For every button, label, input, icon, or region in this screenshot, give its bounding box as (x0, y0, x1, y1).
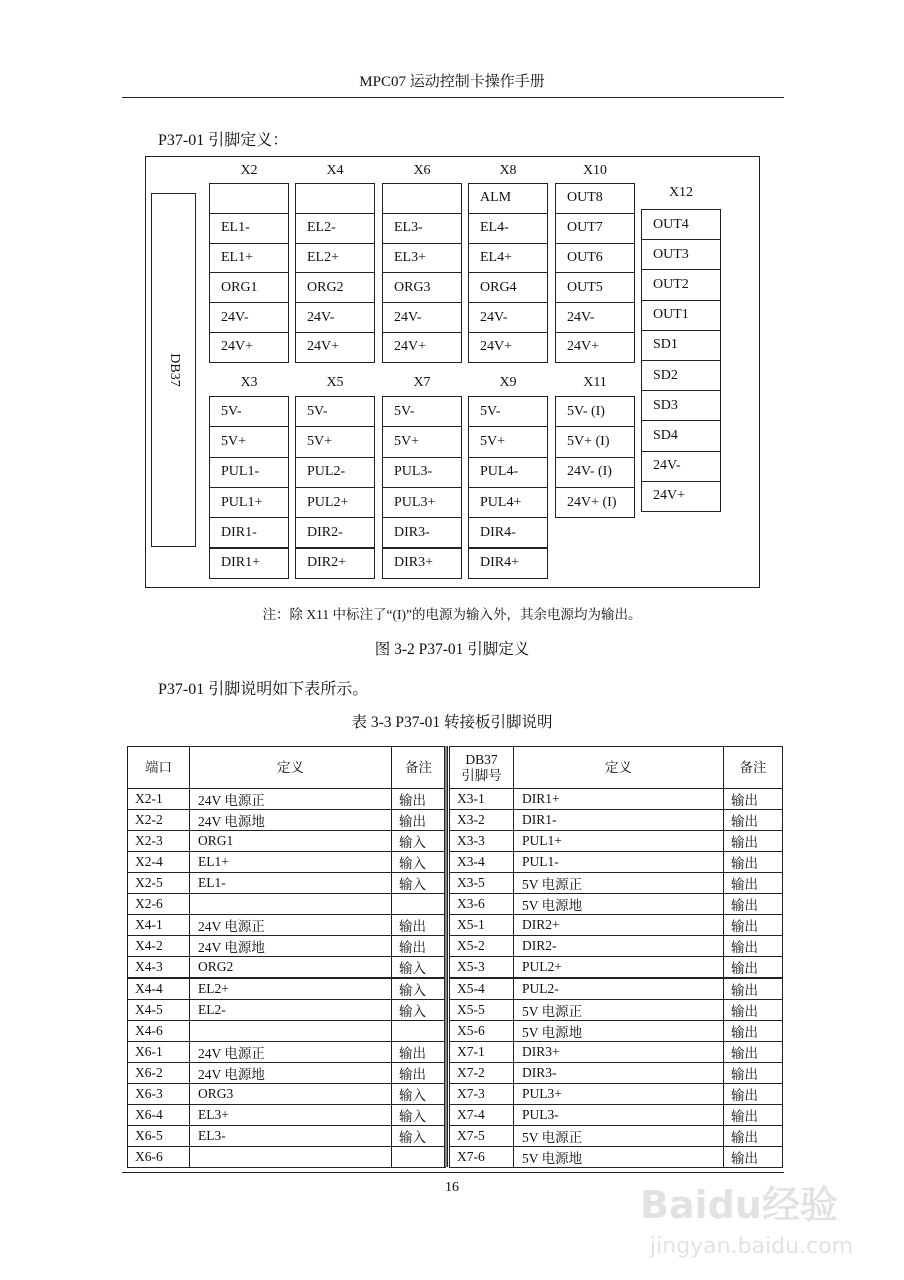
pin-cell: 24V+ (555, 332, 635, 363)
table-cell: 输出 (723, 914, 783, 936)
pin-cell: PUL2- (295, 457, 375, 488)
table-cell: EL3+ (189, 1104, 392, 1126)
pin-cell: EL4- (468, 213, 548, 244)
table-cell: 24V 电源地 (189, 935, 392, 957)
pin-cell: EL2- (295, 213, 375, 244)
table-cell: 输出 (723, 1146, 783, 1168)
table-header-cell: 端口 (127, 746, 190, 789)
pin-cell: SD3 (641, 390, 721, 421)
watermark-url: jingyan.baidu.com (650, 1234, 854, 1259)
table-header-cell: DB37 引脚号 (449, 746, 514, 789)
pin-cell: OUT4 (641, 209, 721, 240)
table-cell: PUL1- (513, 851, 724, 873)
table-cell: X3-2 (449, 809, 514, 831)
table-cell: 输出 (391, 809, 446, 831)
table-cell: 输出 (723, 1083, 783, 1105)
table-cell: DIR3- (513, 1062, 724, 1084)
pin-cell: 5V+ (I) (555, 426, 635, 457)
db37-connector (151, 193, 196, 547)
table-cell: X5-1 (449, 914, 514, 936)
pin-cell: OUT8 (555, 183, 635, 214)
pin-cell: PUL1+ (209, 487, 289, 518)
pin-cell: 5V- (295, 396, 375, 427)
table-cell: 输出 (723, 788, 783, 810)
table-cell: X2-3 (127, 830, 190, 852)
table-header-cell: 定义 (513, 746, 724, 789)
table-cell (391, 1020, 446, 1042)
section-caption: P37-01 引脚定义： (158, 132, 289, 149)
pin-cell: 24V- (468, 302, 548, 333)
table-cell: 24V 电源地 (189, 809, 392, 831)
table-cell: X4-5 (127, 999, 190, 1021)
pin-cell: EL3+ (382, 243, 462, 274)
table-cell: 输出 (723, 809, 783, 831)
table-cell: 输出 (723, 851, 783, 873)
table-cell (391, 893, 446, 915)
connector-label-x3: X3 (240, 375, 258, 390)
table-cell: 输入 (391, 978, 446, 1000)
pin-cell: 24V- (382, 302, 462, 333)
table-cell: 输出 (391, 1062, 446, 1084)
pin-cell: 24V- (295, 302, 375, 333)
table-cell: 24V 电源正 (189, 914, 392, 936)
table-cell: 输入 (391, 999, 446, 1021)
table-cell: 输出 (723, 1125, 783, 1147)
table-cell: 输出 (723, 956, 783, 978)
table-cell: X5-5 (449, 999, 514, 1021)
table-caption: 表 3-3 P37-01 转接板引脚说明 (351, 714, 553, 731)
pin-cell: OUT3 (641, 239, 721, 270)
table-cell: X5-2 (449, 935, 514, 957)
pin-cell: 24V- (641, 451, 721, 482)
pin-cell: 24V+ (295, 332, 375, 363)
table-cell: DIR3+ (513, 1041, 724, 1063)
table-cell: 输出 (723, 999, 783, 1021)
pin-cell: 24V- (555, 302, 635, 333)
table-cell (189, 1020, 392, 1042)
table-cell: 输出 (723, 830, 783, 852)
table-cell: 输入 (391, 956, 446, 978)
connector-label-x6: X6 (413, 163, 431, 178)
table-cell: PUL2- (513, 978, 724, 1000)
baidu-watermark (610, 1168, 870, 1268)
pin-cell: PUL3- (382, 457, 462, 488)
pin-cell: EL3- (382, 213, 462, 244)
table-cell: 24V 电源正 (189, 788, 392, 810)
table-cell: X4-6 (127, 1020, 190, 1042)
table-header-cell: 备注 (723, 746, 783, 789)
pin-cell: 5V+ (382, 426, 462, 457)
pin-cell: DIR4- (468, 517, 548, 548)
table-cell: EL2- (189, 999, 392, 1021)
table-cell (189, 1146, 392, 1168)
pin-cell: DIR1+ (209, 548, 289, 579)
table-cell: EL1+ (189, 851, 392, 873)
diagram-note: 注：除 X11 中标注了“(I)”的电源为输入外，其余电源均为输出。 (262, 607, 642, 622)
pin-cell: DIR2+ (295, 548, 375, 579)
table-cell: X4-4 (127, 978, 190, 1000)
table-cell: PUL2+ (513, 956, 724, 978)
db37-label: DB37 (166, 353, 182, 387)
table-cell: 输出 (723, 1062, 783, 1084)
pin-cell: ORG2 (295, 272, 375, 303)
table-cell (189, 893, 392, 915)
table-cell: 输入 (391, 1104, 446, 1126)
table-cell: 输出 (723, 893, 783, 915)
table-cell: X5-4 (449, 978, 514, 1000)
table-cell: 5V 电源正 (513, 1125, 724, 1147)
pin-cell: 24V+ (468, 332, 548, 363)
pin-cell: 5V+ (209, 426, 289, 457)
table-cell: ORG3 (189, 1083, 392, 1105)
connector-label-x11: X11 (583, 375, 607, 390)
header-title: MPC07 运动控制卡操作手册 (359, 74, 545, 90)
table-cell: 输入 (391, 872, 446, 894)
table-cell: 输出 (723, 1104, 783, 1126)
pin-cell: PUL4+ (468, 487, 548, 518)
table-cell: PUL3+ (513, 1083, 724, 1105)
pin-cell: DIR3+ (382, 548, 462, 579)
table-cell: PUL3- (513, 1104, 724, 1126)
pin-cell: 24V- (209, 302, 289, 333)
table-cell: 输出 (391, 935, 446, 957)
table-cell: 24V 电源正 (189, 1041, 392, 1063)
intro-text: P37-01 引脚说明如下表所示。 (158, 681, 369, 698)
pin-cell: 5V- (209, 396, 289, 427)
table-cell: 5V 电源地 (513, 1146, 724, 1168)
pin-cell: SD4 (641, 420, 721, 451)
header-rule (122, 97, 784, 98)
page-number: 16 (445, 1180, 459, 1195)
table-cell: X2-2 (127, 809, 190, 831)
table-cell: X5-6 (449, 1020, 514, 1042)
pin-cell: ALM (468, 183, 548, 214)
table-cell: 输入 (391, 1125, 446, 1147)
table-cell: X2-5 (127, 872, 190, 894)
pin-cell: 5V+ (295, 426, 375, 457)
table-cell: 24V 电源地 (189, 1062, 392, 1084)
table-cell: 输入 (391, 830, 446, 852)
table-cell: X4-3 (127, 956, 190, 978)
pin-cell: SD2 (641, 360, 721, 391)
table-cell: 输出 (391, 914, 446, 936)
pin-cell: DIR4+ (468, 548, 548, 579)
pin-cell: OUT6 (555, 243, 635, 274)
connector-label-x12: X12 (668, 185, 694, 200)
connector-label-x2: X2 (240, 163, 258, 178)
pin-cell: OUT7 (555, 213, 635, 244)
connector-label-x4: X4 (326, 163, 344, 178)
pin-cell: OUT1 (641, 300, 721, 331)
connector-label-x9: X9 (499, 375, 517, 390)
table-cell: X6-5 (127, 1125, 190, 1147)
pin-cell: 5V+ (468, 426, 548, 457)
table-cell: X5-3 (449, 956, 514, 978)
table-cell: X7-4 (449, 1104, 514, 1126)
table-cell: X6-3 (127, 1083, 190, 1105)
table-cell: X3-3 (449, 830, 514, 852)
pin-cell: EL4+ (468, 243, 548, 274)
table-cell: X6-6 (127, 1146, 190, 1168)
table-cell: X7-6 (449, 1146, 514, 1168)
table-cell: 5V 电源正 (513, 999, 724, 1021)
table-cell: EL1- (189, 872, 392, 894)
table-cell: 输出 (723, 1020, 783, 1042)
table-cell (391, 1146, 446, 1168)
table-cell: EL3- (189, 1125, 392, 1147)
pin-cell: 5V- (I) (555, 396, 635, 427)
table-cell: X6-4 (127, 1104, 190, 1126)
table-cell: 5V 电源地 (513, 893, 724, 915)
pin-cell: ORG1 (209, 272, 289, 303)
table-cell: 输出 (723, 978, 783, 1000)
table-cell: DIR2+ (513, 914, 724, 936)
table-cell: ORG1 (189, 830, 392, 852)
table-cell: X6-1 (127, 1041, 190, 1063)
table-separator (444, 746, 448, 1167)
table-cell: PUL1+ (513, 830, 724, 852)
table-cell: X4-1 (127, 914, 190, 936)
pin-cell: 24V- (I) (555, 457, 635, 488)
pin-cell (295, 183, 375, 214)
pin-cell (209, 183, 289, 214)
table-cell: 输出 (723, 872, 783, 894)
pin-cell: DIR3- (382, 517, 462, 548)
table-cell: 输出 (391, 1041, 446, 1063)
pin-cell: 24V+ (I) (555, 487, 635, 518)
table-cell: ORG2 (189, 956, 392, 978)
table-cell: 输出 (391, 788, 446, 810)
table-cell: 5V 电源地 (513, 1020, 724, 1042)
pin-cell: PUL4- (468, 457, 548, 488)
pin-cell: DIR2- (295, 517, 375, 548)
table-cell: DIR1+ (513, 788, 724, 810)
table-cell: 输出 (723, 1041, 783, 1063)
pin-cell: OUT5 (555, 272, 635, 303)
connector-label-x10: X10 (582, 163, 608, 178)
pin-cell: EL1- (209, 213, 289, 244)
pin-cell: DIR1- (209, 517, 289, 548)
table-cell: X7-5 (449, 1125, 514, 1147)
table-cell: X2-4 (127, 851, 190, 873)
table-header-cell: 定义 (189, 746, 392, 789)
pin-cell: PUL1- (209, 457, 289, 488)
table-cell: X3-5 (449, 872, 514, 894)
pin-cell: 24V+ (382, 332, 462, 363)
table-cell: 5V 电源正 (513, 872, 724, 894)
pin-cell: EL1+ (209, 243, 289, 274)
table-cell: X3-4 (449, 851, 514, 873)
pin-cell: 5V- (468, 396, 548, 427)
pin-cell: 24V+ (209, 332, 289, 363)
table-cell: X3-6 (449, 893, 514, 915)
pin-cell: ORG3 (382, 272, 462, 303)
pin-cell: SD1 (641, 330, 721, 361)
table-header-cell: 备注 (391, 746, 446, 789)
pin-cell (382, 183, 462, 214)
table-cell: DIR2- (513, 935, 724, 957)
connector-label-x8: X8 (499, 163, 517, 178)
connector-label-x7: X7 (413, 375, 431, 390)
pin-cell: ORG4 (468, 272, 548, 303)
pin-cell: PUL2+ (295, 487, 375, 518)
table-cell: X7-1 (449, 1041, 514, 1063)
connector-label-x5: X5 (326, 375, 344, 390)
table-cell: X4-2 (127, 935, 190, 957)
table-cell: 输出 (723, 935, 783, 957)
table-cell: EL2+ (189, 978, 392, 1000)
table-cell: X7-2 (449, 1062, 514, 1084)
pin-cell: OUT2 (641, 269, 721, 300)
pin-description-table (127, 746, 778, 1167)
table-cell: X2-1 (127, 788, 190, 810)
table-cell: DIR1- (513, 809, 724, 831)
table-cell: 输入 (391, 1083, 446, 1105)
watermark-brand: Baidu经验 (640, 1183, 838, 1227)
table-cell: X2-6 (127, 893, 190, 915)
table-cell: X6-2 (127, 1062, 190, 1084)
figure-caption: 图 3-2 P37-01 引脚定义 (374, 641, 530, 658)
pin-cell: 5V- (382, 396, 462, 427)
table-cell: X7-3 (449, 1083, 514, 1105)
pin-cell: EL2+ (295, 243, 375, 274)
pin-cell: 24V+ (641, 481, 721, 512)
pin-cell: PUL3+ (382, 487, 462, 518)
table-cell: X3-1 (449, 788, 514, 810)
table-cell: 输入 (391, 851, 446, 873)
